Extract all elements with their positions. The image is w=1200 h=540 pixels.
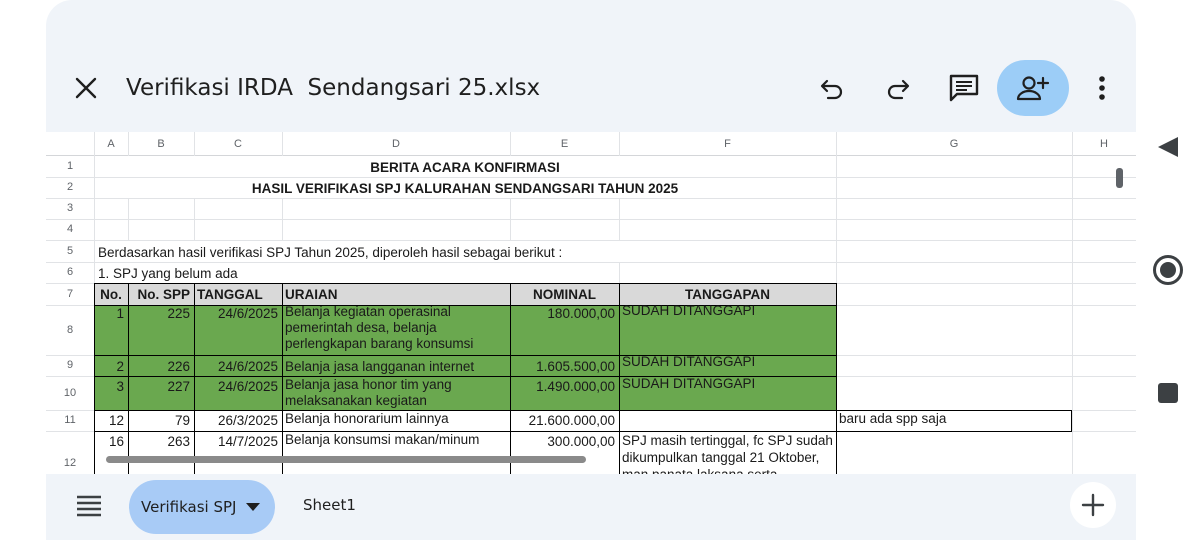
caret-down-icon bbox=[246, 503, 260, 511]
home-circle-icon[interactable] bbox=[1152, 254, 1184, 286]
row-header-2[interactable]: 2 bbox=[66, 181, 74, 193]
table-cell-nominal: 21.600.000,00 bbox=[528, 413, 615, 428]
sheet-tabs-bar bbox=[46, 474, 1136, 540]
column-header-a[interactable]: A bbox=[107, 138, 115, 150]
table-cell-nominal: 180.000,00 bbox=[547, 306, 615, 321]
section-label: 1. SPJ yang belum ada bbox=[98, 266, 238, 281]
table-cell-tanggal: 26/3/2025 bbox=[217, 413, 278, 428]
gridline bbox=[46, 240, 1136, 241]
table-cell-tanggal: 24/6/2025 bbox=[217, 379, 278, 394]
sheet-tab-label: Verifikasi SPJ bbox=[141, 498, 237, 516]
row-header-9[interactable]: 9 bbox=[66, 359, 74, 371]
gridline bbox=[46, 262, 1136, 263]
comment-button[interactable] bbox=[946, 70, 982, 106]
row-header-11[interactable]: 11 bbox=[64, 414, 76, 426]
spreadsheet-grid[interactable] bbox=[46, 132, 1136, 474]
document-title: Verifikasi IRDA Sendangsari 25.xlsx bbox=[126, 75, 541, 101]
column-header-b[interactable]: B bbox=[157, 138, 165, 150]
gridline bbox=[619, 132, 620, 156]
row-header-8[interactable]: 8 bbox=[66, 324, 74, 336]
add-person-icon bbox=[1016, 74, 1050, 102]
recents-square-icon[interactable] bbox=[1157, 382, 1179, 404]
table-cell-tanggal: 24/6/2025 bbox=[217, 306, 278, 321]
row-header-5[interactable]: 5 bbox=[66, 245, 74, 257]
gridline bbox=[128, 132, 129, 156]
gridline bbox=[194, 132, 195, 156]
close-button[interactable] bbox=[68, 70, 104, 106]
sheet-title-1: BERITA ACARA KONFIRMASI bbox=[370, 160, 560, 175]
table-cell-tanggapan: SUDAH DITANGGAPI bbox=[622, 354, 756, 369]
table-cell-note: baru ada spp saja bbox=[839, 411, 947, 426]
row-header-10[interactable]: 10 bbox=[63, 387, 77, 399]
table-border bbox=[836, 283, 837, 474]
table-border bbox=[94, 431, 1072, 432]
undo-icon bbox=[819, 75, 845, 101]
close-icon bbox=[75, 77, 97, 99]
row-header-12[interactable]: 12 bbox=[63, 457, 77, 469]
vertical-scrollbar[interactable] bbox=[1116, 168, 1123, 188]
column-header-e[interactable]: E bbox=[560, 138, 569, 150]
gridline bbox=[46, 219, 1136, 220]
intro-text: Berdasarkan hasil verifikasi SPJ Tahun 2025, diperoleh hasil sebagai berikut : bbox=[98, 245, 563, 260]
gridline bbox=[619, 262, 620, 283]
gridline bbox=[46, 177, 1136, 178]
more-vert-icon bbox=[1098, 75, 1106, 101]
column-header-f[interactable]: F bbox=[724, 138, 731, 150]
title-bar bbox=[46, 0, 1136, 132]
table-cell-tanggapan: SPJ masih tertinggal, fc SPJ sudah dikumpulkan tanggal 21 Oktober, bbox=[622, 433, 833, 465]
table-border bbox=[282, 283, 283, 474]
table-cell-no: 12 bbox=[108, 413, 124, 428]
all-sheets-button[interactable] bbox=[76, 494, 106, 522]
add-sheet-button[interactable] bbox=[1070, 482, 1116, 528]
sheet-title-2: HASIL VERIFIKASI SPJ KALURAHAN SENDANGSARI TAHUN 2025 bbox=[251, 181, 679, 196]
row-header-7[interactable]: 7 bbox=[66, 288, 74, 300]
gridline bbox=[282, 132, 283, 156]
table-cell-spp: 263 bbox=[167, 434, 190, 449]
comment-icon bbox=[949, 74, 979, 102]
row-header-6[interactable]: 6 bbox=[66, 266, 74, 278]
gridline bbox=[1072, 132, 1073, 474]
table-cell-spp: 225 bbox=[167, 306, 190, 321]
table-cell-tanggapan: SUDAH DITANGGAPI bbox=[622, 303, 756, 318]
gridline bbox=[510, 132, 511, 156]
table-cell-uraian: Belanja jasa honor tim yang melaksanakan kegiatan bbox=[285, 377, 452, 408]
table-border bbox=[94, 283, 836, 284]
table-cell-no: 16 bbox=[108, 434, 124, 449]
table-cell-tanggapan: SUDAH DITANGGAPI bbox=[622, 376, 756, 391]
sheet-list-icon bbox=[76, 494, 102, 518]
table-cell-nominal: 1.490.000,00 bbox=[536, 379, 615, 394]
column-header-g[interactable]: G bbox=[949, 138, 959, 150]
header-uraian: URAIAN bbox=[285, 287, 338, 302]
table-cell-spp: 79 bbox=[174, 413, 190, 428]
table-cell-spp: 227 bbox=[167, 379, 190, 394]
row-header-3[interactable]: 3 bbox=[66, 202, 74, 214]
table-cell-uraian: Belanja jasa langganan internet bbox=[285, 359, 475, 374]
table-cell-nominal: 1.605.500,00 bbox=[536, 359, 615, 374]
row-header-4[interactable]: 4 bbox=[66, 223, 74, 235]
redo-button[interactable] bbox=[880, 70, 916, 106]
table-cell-tanggal: 14/7/2025 bbox=[217, 434, 278, 449]
table-border bbox=[619, 283, 620, 474]
plus-icon bbox=[1082, 494, 1104, 516]
sheet-tab-verifikasi-spj[interactable] bbox=[129, 480, 275, 534]
table-cell-spp: 226 bbox=[167, 359, 190, 374]
header-tanggal: TANGGAL bbox=[197, 287, 263, 302]
table-cell-nominal: 300.000,00 bbox=[547, 434, 615, 449]
header-tanggapan: TANGGAPAN bbox=[685, 287, 770, 302]
table-border bbox=[1071, 410, 1072, 432]
table-cell-no: 2 bbox=[116, 359, 124, 374]
table-cell-no: 3 bbox=[116, 379, 124, 394]
header-nominal: NOMINAL bbox=[533, 287, 596, 302]
table-cell-uraian: Belanja honorarium lainnya bbox=[285, 411, 449, 426]
more-options-button[interactable] bbox=[1086, 70, 1118, 106]
table-cell-no: 1 bbox=[116, 306, 124, 321]
undo-button[interactable] bbox=[814, 70, 850, 106]
column-header-d[interactable]: D bbox=[392, 138, 400, 150]
column-header-c[interactable]: C bbox=[234, 138, 242, 150]
table-cell-uraian: Belanja kegiatan operasinal pemerintah desa, belanja perlengkapan barang konsumsi bbox=[285, 304, 474, 351]
gridline bbox=[46, 198, 1136, 199]
row-header-1[interactable]: 1 bbox=[66, 160, 74, 172]
header-no: No. bbox=[100, 287, 122, 302]
share-button[interactable] bbox=[997, 60, 1069, 116]
redo-icon bbox=[885, 75, 911, 101]
header-no-spp: No. SPP bbox=[137, 287, 190, 302]
table-cell-tanggal: 24/6/2025 bbox=[217, 359, 278, 374]
column-header-h[interactable]: H bbox=[1100, 138, 1108, 150]
table-cell-uraian: Belanja konsumsi makan/minum bbox=[285, 432, 480, 447]
back-triangle-icon[interactable] bbox=[1156, 135, 1180, 159]
sheet-tab-sheet1[interactable]: Sheet1 bbox=[303, 496, 356, 514]
sheets-app-window bbox=[46, 0, 1136, 540]
horizontal-scrollbar[interactable] bbox=[106, 456, 586, 463]
